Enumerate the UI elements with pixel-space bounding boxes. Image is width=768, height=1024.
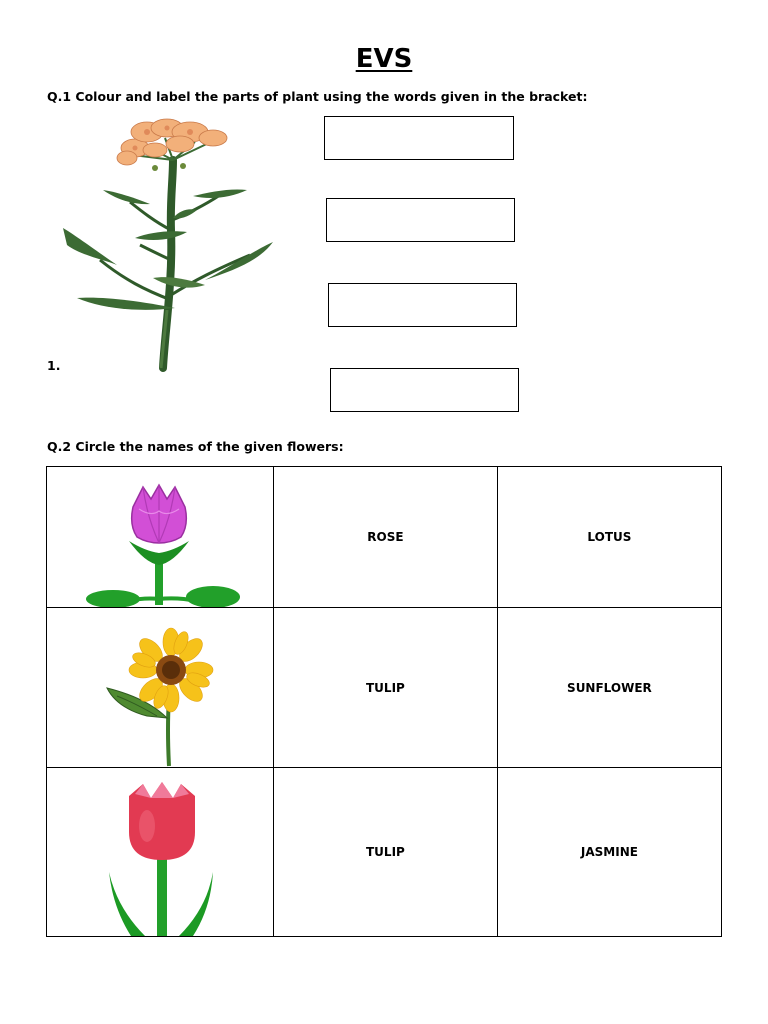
option-jasmine[interactable]: JASMINE — [497, 768, 721, 937]
table-row — [47, 768, 722, 937]
lotus-icon — [47, 467, 273, 607]
label-box-4[interactable] — [330, 368, 519, 412]
lotus-cell — [47, 467, 274, 608]
tulip-cell — [47, 768, 274, 937]
option-sunflower[interactable]: SUNFLOWER — [497, 608, 721, 768]
plant-icon — [55, 110, 285, 372]
page-title: EVS — [355, 44, 413, 74]
label-box-1[interactable] — [324, 116, 514, 160]
question-1-text: Q.1 Colour and label the parts of plant using the words given in the bracket: — [47, 89, 588, 104]
label-box-3[interactable] — [328, 283, 517, 327]
option-rose[interactable]: ROSE — [274, 467, 498, 608]
sunflower-cell — [47, 608, 274, 768]
table-row — [47, 467, 722, 608]
tulip-icon — [47, 768, 273, 936]
plant-number-label: 1. — [47, 358, 61, 373]
option-tulip-1[interactable]: TULIP — [274, 608, 498, 768]
option-lotus[interactable]: LOTUS — [497, 467, 721, 608]
flower-table — [46, 466, 722, 937]
plant-illustration — [55, 110, 285, 372]
sunflower-icon — [47, 608, 273, 767]
option-tulip-2[interactable]: TULIP — [274, 768, 498, 937]
label-box-2[interactable] — [326, 198, 515, 242]
table-row — [47, 608, 722, 768]
question-2-text: Q.2 Circle the names of the given flowers: — [47, 439, 344, 454]
